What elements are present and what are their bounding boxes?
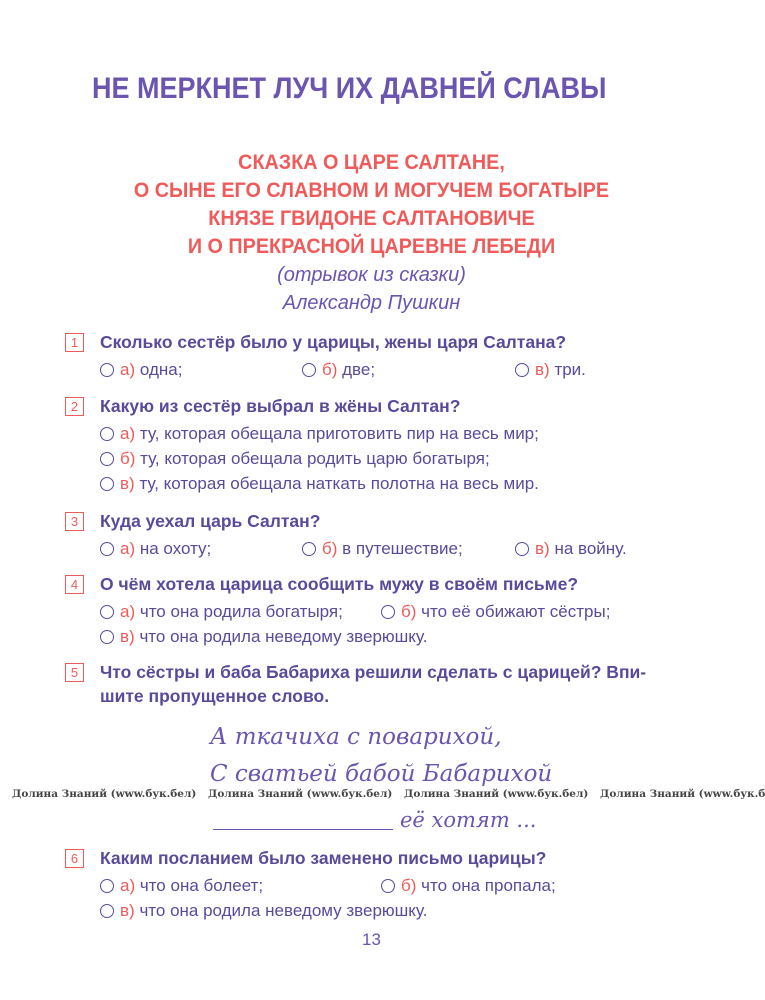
option-b[interactable]: б) в путешествие; bbox=[302, 539, 463, 559]
option-b[interactable]: б) две; bbox=[302, 360, 375, 380]
watermark: Долина Знаний (www.бук.бел) bbox=[208, 788, 393, 800]
option-c[interactable]: в) что она родила неведому зверюшку. bbox=[100, 901, 427, 921]
radio-circle-icon[interactable] bbox=[515, 542, 529, 556]
radio-circle-icon[interactable] bbox=[100, 427, 114, 441]
option-a[interactable]: а) одна; bbox=[100, 360, 182, 380]
story-title bbox=[0, 148, 743, 260]
radio-circle-icon[interactable] bbox=[302, 363, 316, 377]
question-text: Каким посланием было заменено письмо царицы? bbox=[100, 848, 547, 868]
watermark: Долина Знаний (www.бук.б bbox=[600, 788, 765, 800]
section-title: НЕ МЕРКНЕТ ЛУЧ ИХ ДАВНЕЙ СЛАВЫ bbox=[92, 72, 607, 105]
option-b[interactable]: б) что она пропала; bbox=[381, 876, 556, 896]
question-text-line: шите пропущенное слово. bbox=[100, 686, 330, 706]
question-number: 5 bbox=[65, 663, 84, 682]
page-number: 13 bbox=[362, 930, 381, 949]
radio-circle-icon[interactable] bbox=[100, 477, 114, 491]
radio-circle-icon[interactable] bbox=[100, 630, 114, 644]
story-title-line: О СЫНЕ ЕГО СЛАВНОМ И МОГУЧЕМ БОГАТЫРЕ bbox=[133, 178, 610, 202]
radio-circle-icon[interactable] bbox=[381, 605, 395, 619]
question-number: 2 bbox=[65, 397, 84, 416]
question-text-line: Что сёстры и баба Бабариха решили сделать с царицей? Впи- bbox=[100, 662, 647, 682]
option-c[interactable]: в) ту, которая обещала наткать полотна на весь мир. bbox=[100, 474, 539, 494]
watermark: Долина Знаний (www.бук.бел) bbox=[404, 788, 589, 800]
option-c[interactable]: в) три. bbox=[515, 360, 586, 380]
story-title-line: СКАЗКА О ЦАРЕ САЛТАНЕ, bbox=[238, 150, 505, 174]
option-a[interactable]: а) что она болеет; bbox=[100, 876, 263, 896]
option-a[interactable]: а) ту, которая обещала приготовить пир на весь мир; bbox=[100, 424, 539, 444]
question-text: Куда уехал царь Салтан? bbox=[100, 511, 321, 531]
answer-blank-line[interactable] bbox=[213, 829, 393, 830]
radio-circle-icon[interactable] bbox=[302, 542, 316, 556]
story-author: Александр Пушкин bbox=[282, 292, 461, 314]
option-c[interactable]: в) что она родила неведому зверюшку. bbox=[100, 627, 427, 647]
verse-line-2: С сватьей бабой Бабарихой bbox=[210, 761, 553, 787]
radio-circle-icon[interactable] bbox=[100, 452, 114, 466]
option-a[interactable]: а) что она родила богатыря; bbox=[100, 602, 343, 622]
question-number: 6 bbox=[65, 849, 84, 868]
radio-circle-icon[interactable] bbox=[100, 363, 114, 377]
radio-circle-icon[interactable] bbox=[515, 363, 529, 377]
story-title-line: КНЯЗЕ ГВИДОНЕ САЛТАНОВИЧЕ bbox=[208, 206, 535, 230]
story-title-line: И О ПРЕКРАСНОЙ ЦАРЕВНЕ ЛЕБЕДИ bbox=[187, 234, 556, 258]
question-text: Сколько сестёр было у царицы, жены царя Салтана? bbox=[100, 332, 567, 352]
radio-circle-icon[interactable] bbox=[381, 879, 395, 893]
radio-circle-icon[interactable] bbox=[100, 605, 114, 619]
watermark: Долина Знаний (www.бук.бел) bbox=[12, 788, 197, 800]
radio-circle-icon[interactable] bbox=[100, 542, 114, 556]
verse-line-1: А ткачиха с поварихой, bbox=[210, 724, 502, 750]
option-b[interactable]: б) ту, которая обещала родить царю богатыря; bbox=[100, 449, 490, 469]
question-number: 4 bbox=[65, 575, 84, 594]
story-subtitle: (отрывок из сказки) bbox=[277, 264, 466, 286]
question-text bbox=[100, 660, 700, 708]
option-c[interactable]: в) на войну. bbox=[515, 539, 627, 559]
verse-line-3: её хотят ... bbox=[400, 808, 537, 832]
question-text: О чём хотела царица сообщить мужу в своём письме? bbox=[100, 574, 579, 594]
option-a[interactable]: а) на охоту; bbox=[100, 539, 211, 559]
radio-circle-icon[interactable] bbox=[100, 879, 114, 893]
question-text: Какую из сестёр выбрал в жёны Салтан? bbox=[100, 396, 461, 416]
question-number: 3 bbox=[65, 512, 84, 531]
question-number: 1 bbox=[65, 333, 84, 352]
option-b[interactable]: б) что её обижают сёстры; bbox=[381, 602, 610, 622]
radio-circle-icon[interactable] bbox=[100, 904, 114, 918]
